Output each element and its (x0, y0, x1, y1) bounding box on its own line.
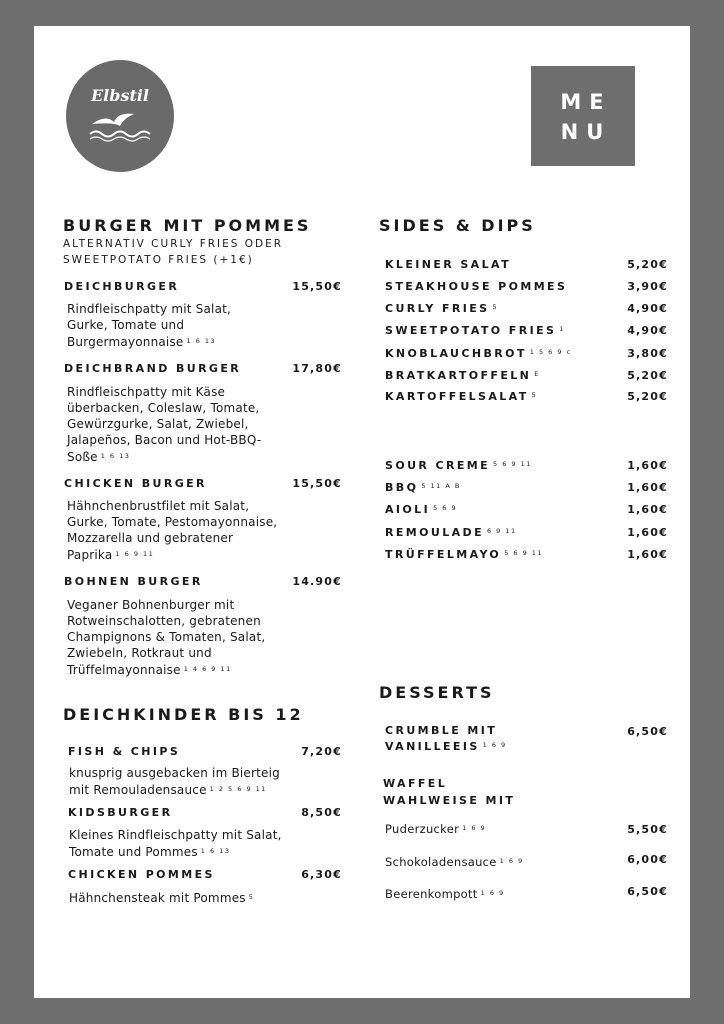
dessert-option: Puderzucker $^{1 6 9}$ (385, 822, 487, 836)
item-price: 17,80€ (292, 362, 342, 375)
item-name: WAFFEL (383, 777, 448, 790)
item-description: knusprig ausgebacken im Bierteig mit Remouladensauce $^{1 2 5 6 9 11}$ (69, 766, 280, 797)
dessert-option-price: 6,50€ (627, 885, 668, 898)
list-item-price: 1,60€ (627, 459, 668, 472)
menu-title-line1: ME (560, 90, 612, 114)
list-item-price: 1,60€ (627, 503, 668, 516)
list-item-name: KNOBLAUCHBROT $^{1 5 6 9 c}$ (385, 347, 572, 360)
list-item-name: KARTOFFELSALAT $^5$ (385, 390, 538, 403)
item-name: CRUMBLE MIT (385, 724, 498, 737)
list-item-name: REMOULADE $^{6 9 11}$ (385, 526, 517, 539)
menu-title-line2: NU (560, 120, 612, 144)
section-subtitle-line1: ALTERNATIV CURLY FRIES ODER (63, 238, 284, 250)
item-description: Rindfleischpatty mit Salat, Gurke, Tomate und Burgermayonnaise $^{1 6 13}$ (67, 302, 232, 349)
list-item-name: STEAKHOUSE POMMES (385, 280, 568, 293)
item-name: CHICKEN BURGER (64, 477, 207, 490)
dessert-option-price: 6,00€ (627, 853, 668, 866)
menu-title-box (531, 66, 635, 166)
item-name: BOHNEN BURGER (64, 575, 203, 588)
item-description: Kleines Rindfleischpatty mit Salat, Tomate und Pommes $^{1 6 13}$ (69, 828, 282, 859)
item-description: Rindfleischpatty mit Käse überbacken, Coleslaw, Tomate, Gewürzgurke, Salat, Zwiebel, Jalapeños, Bacon und Hot-BBQ-Soße $^{1 6 13}$ (67, 385, 262, 464)
list-item-price: 5,20€ (627, 258, 668, 271)
item-name: DEICHBURGER (64, 280, 180, 293)
item-name-line2: VANILLEEIS $^{1 6 9}$ (385, 740, 507, 753)
list-item-price: 3,80€ (627, 347, 668, 360)
item-price: 7,20€ (301, 745, 342, 758)
list-item-price: 5,20€ (627, 369, 668, 382)
item-description: Hähnchenbrustfilet mit Salat, Gurke, Tomate, Pestomayonnaise, Mozzarella und gebratener Paprika $^{1 6 9 11}$ (67, 499, 278, 562)
list-item-price: 1,60€ (627, 548, 668, 561)
item-price: 6,30€ (301, 868, 342, 881)
list-item-name: TRÜFFELMAYO $^{5 6 9 11}$ (385, 548, 544, 561)
list-item-name: SWEETPOTATO FRIES $^1$ (385, 324, 565, 337)
list-item-name: AIOLI $^{5 6 9}$ (385, 503, 458, 516)
dessert-option-price: 5,50€ (627, 823, 668, 836)
list-item-price: 1,60€ (627, 481, 668, 494)
item-name: KIDSBURGER (68, 806, 173, 819)
list-item-name: KLEINER SALAT (385, 258, 511, 271)
item-name: FISH & CHIPS (68, 745, 181, 758)
list-item-price: 4,90€ (627, 324, 668, 337)
item-name: CHICKEN POMMES (68, 868, 215, 881)
list-item-name: BRATKARTOFFELN $^E$ (385, 369, 540, 382)
item-description: Hähnchensteak mit Pommes $^5$ (69, 891, 255, 905)
section-subtitle-line2: SWEETPOTATO FRIES (+1€) (63, 254, 254, 266)
dessert-option: Schokoladensauce $^{1 6 9}$ (385, 855, 524, 869)
item-price: 8,50€ (301, 806, 342, 819)
section-title-kids: DEICHKINDER BIS 12 (63, 705, 304, 724)
item-description: Veganer Bohnenburger mit Rotweinschalotten, gebratenen Champignons & Tomaten, Salat, Zwiebeln, Rotkraut und Trüffelmayonnaise $^{1 4 6 9 11}$ (67, 598, 266, 677)
dessert-option: Beerenkompott $^{1 6 9}$ (385, 887, 505, 901)
section-title-desserts: DESSERTS (379, 683, 495, 702)
seagull-waves-icon (84, 108, 156, 148)
list-item-name: SOUR CREME $^{5 6 9 11}$ (385, 459, 532, 472)
item-price: 14.90€ (292, 575, 342, 588)
list-item-name: BBQ $^{5 11 A B}$ (385, 481, 461, 494)
list-item-price: 3,90€ (627, 280, 668, 293)
list-item-price: 4,90€ (627, 302, 668, 315)
list-item-price: 5,20€ (627, 390, 668, 403)
item-price: 15,50€ (292, 280, 342, 293)
item-name-line2: WAHLWEISE MIT (383, 794, 516, 807)
item-price: 15,50€ (292, 477, 342, 490)
section-title-sides: SIDES & DIPS (379, 216, 536, 235)
item-price: 6,50€ (627, 725, 668, 738)
list-item-name: CURLY FRIES $^5$ (385, 302, 499, 315)
section-title-burger: BURGER MIT POMMES (63, 216, 312, 235)
logo (66, 60, 174, 172)
list-item-price: 1,60€ (627, 526, 668, 539)
logo-text: Elbstil (90, 86, 149, 105)
item-name: DEICHBRAND BURGER (64, 362, 242, 375)
